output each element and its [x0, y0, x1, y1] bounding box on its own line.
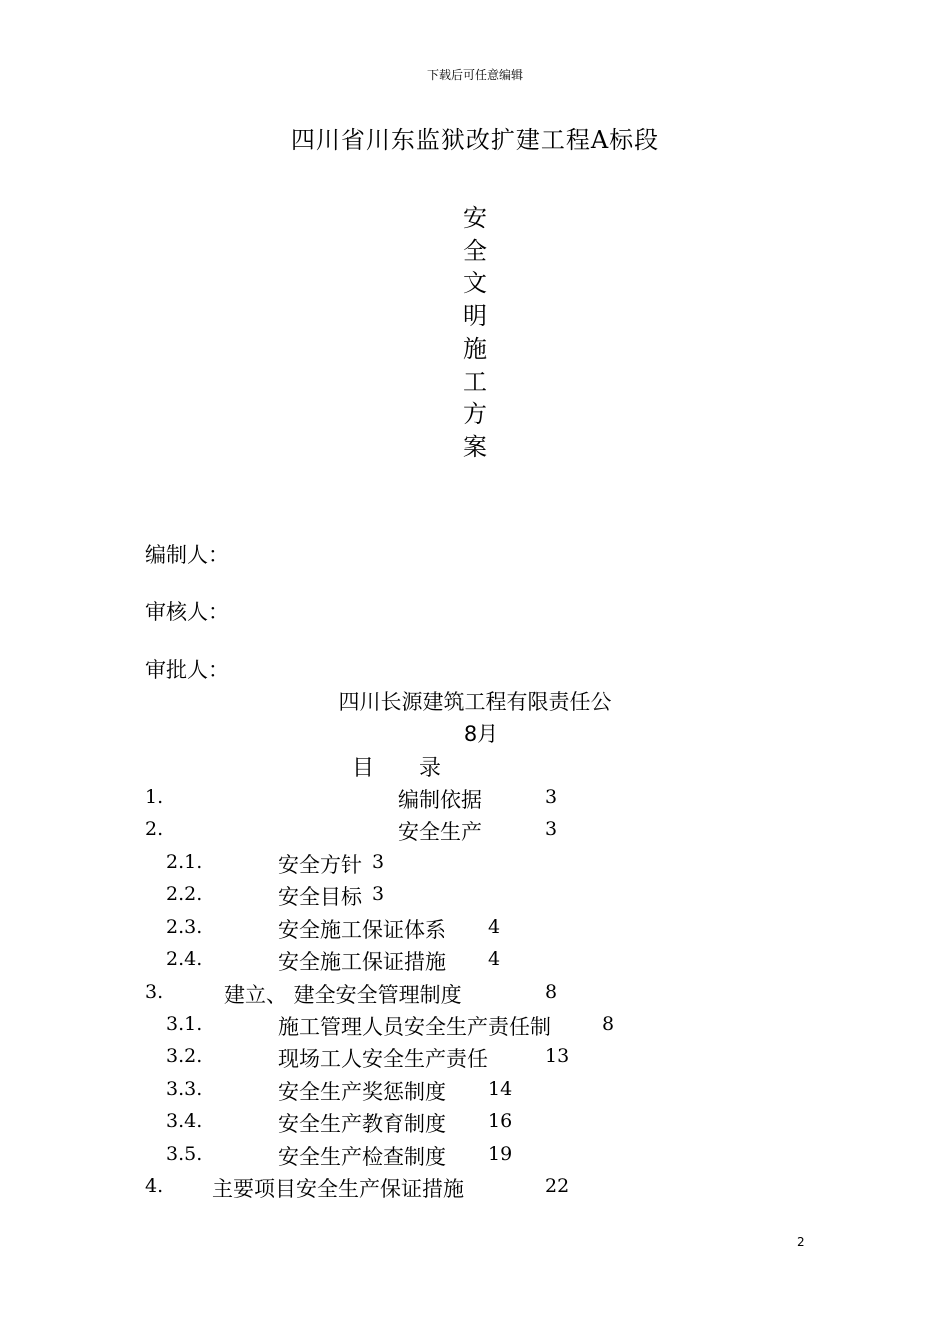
toc-entry: [0, 946, 950, 976]
page-number: 2: [797, 1235, 805, 1249]
compiler-label: 编制人：: [145, 543, 229, 567]
toc-entry: [0, 784, 950, 814]
toc-entry-text: 安全生产教育制度: [278, 1112, 446, 1136]
toc-title-right: 录: [419, 756, 442, 781]
toc-entry-number: 2.4.: [166, 948, 203, 970]
toc-entry-page: 16: [488, 1110, 513, 1132]
toc-entry-text: 安全生产检查制度: [278, 1145, 446, 1169]
toc-entry-page: 8: [602, 1013, 615, 1035]
toc-entry-text: 现场工人安全生产责任: [278, 1047, 488, 1071]
vertical-title-char: 方: [463, 400, 487, 429]
vertical-title-char: 明: [463, 302, 487, 331]
toc-entry-number: 2.1.: [166, 851, 203, 873]
toc-entry-page: 3: [372, 851, 385, 873]
document-date: 8月: [463, 722, 499, 746]
toc-entry-text: 安全施工保证措施: [278, 950, 446, 974]
toc-entry-number: 3.4.: [166, 1110, 203, 1132]
toc-entry-number: 2.3.: [166, 916, 203, 938]
toc-title: [352, 751, 441, 782]
toc-entry: [0, 1011, 950, 1041]
vertical-title-char: 文: [463, 269, 487, 298]
company-name: 四川长源建筑工程有限责任公: [338, 690, 612, 714]
toc-entry-text: 主要项目安全生产保证措施: [212, 1177, 464, 1201]
toc-entry: [0, 849, 950, 879]
header-note: 下载后可任意编辑: [426, 68, 523, 82]
project-title: 四川省川东监狱改扩建工程A标段: [290, 126, 660, 154]
toc-entry: [0, 1043, 950, 1073]
toc-entry: [0, 1108, 950, 1138]
vertical-title-char: 安: [463, 204, 487, 232]
toc-entry-text: 编制依据: [398, 788, 482, 812]
toc-entry-number: 3.3.: [166, 1078, 203, 1100]
toc-entry-page: 22: [545, 1175, 570, 1197]
vertical-title-char: 案: [463, 432, 487, 461]
toc-entry-text: 建立、 建全安全管理制度: [224, 983, 462, 1007]
vertical-title-char: 施: [463, 334, 487, 363]
toc-entry-text: 安全生产: [398, 820, 482, 844]
approver-label: 审批人：: [145, 658, 229, 682]
toc-entry-number: 3.5.: [166, 1143, 203, 1165]
toc-entry-number: 3.1.: [166, 1013, 203, 1035]
toc-entry: [0, 881, 950, 911]
toc-entry-number: 2.: [145, 818, 164, 840]
vertical-title-char: 工: [463, 367, 487, 396]
toc-entry-page: 4: [488, 916, 501, 938]
toc-entry-text: 安全方针: [278, 853, 362, 877]
toc-entry: [0, 816, 950, 846]
toc-entry-page: 14: [488, 1078, 513, 1100]
toc-entry-number: 3.2.: [166, 1045, 203, 1067]
toc-entry-page: 8: [545, 981, 558, 1003]
toc-entry: [0, 914, 950, 944]
vertical-title-char: 全: [463, 236, 487, 265]
toc-entry: [0, 1076, 950, 1106]
toc-entry-text: 安全目标: [278, 885, 362, 909]
toc-entry-page: 19: [488, 1143, 513, 1165]
toc-entry-text: 施工管理人员安全生产责任制: [278, 1015, 551, 1039]
toc-entry-page: 3: [545, 786, 558, 808]
toc-entry: [0, 979, 950, 1009]
toc-entry-number: 2.2.: [166, 883, 203, 905]
toc-entry-text: 安全生产奖惩制度: [278, 1080, 446, 1104]
toc-entry: [0, 1141, 950, 1171]
toc-entry-page: 13: [545, 1045, 570, 1067]
toc-entry-number: 3.: [145, 981, 164, 1003]
toc-entry: [0, 1173, 950, 1203]
reviewer-label: 审核人：: [145, 600, 229, 624]
toc-entry-number: 1.: [145, 786, 164, 808]
toc-entry-page: 3: [545, 818, 558, 840]
toc-entry-page: 4: [488, 948, 501, 970]
toc-entry-page: 3: [372, 883, 385, 905]
toc-title-left: 目: [352, 756, 375, 781]
vertical-title: [450, 202, 500, 464]
toc-entry-number: 4.: [145, 1175, 164, 1197]
toc-entry-text: 安全施工保证体系: [278, 918, 446, 942]
